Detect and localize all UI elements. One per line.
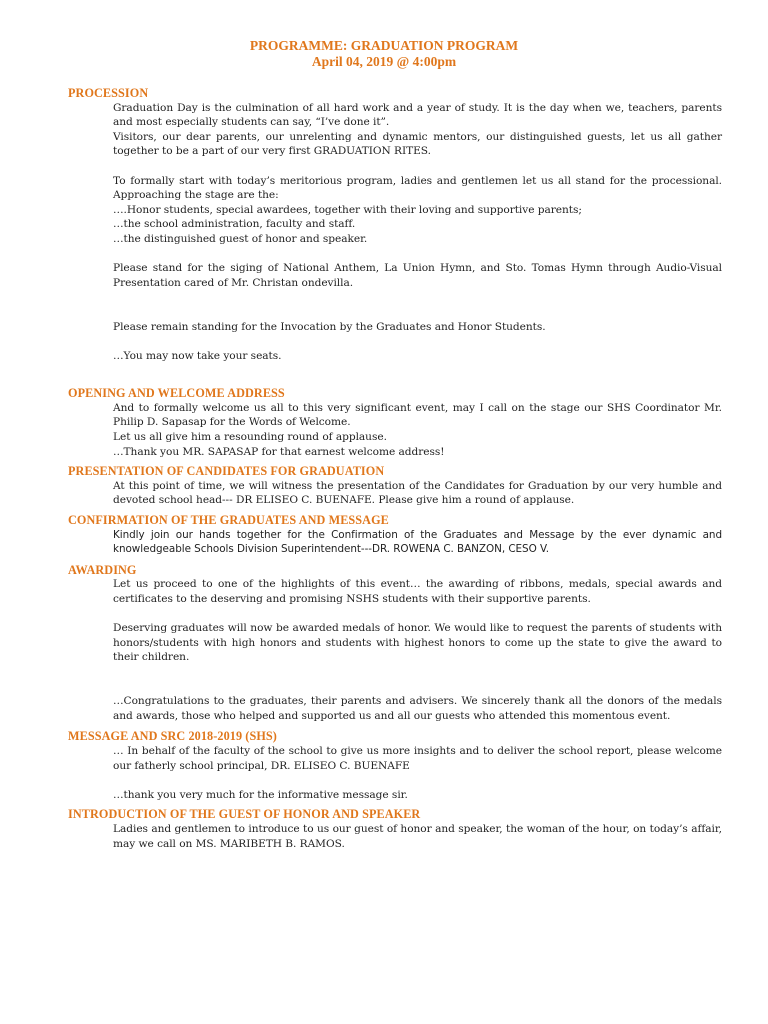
section-heading: PROCESSION: [68, 86, 149, 100]
paragraph: …You may now take your seats.: [113, 349, 282, 362]
section-heading: MESSAGE AND SRC 2018-2019 (SHS): [68, 729, 277, 744]
section-introduction: [68, 807, 722, 851]
list-item: ….Honor students, special awardees, together with their loving and supportive parents;: [113, 203, 582, 216]
section-heading: CONFIRMATION OF THE GRADUATES AND MESSAGE: [68, 513, 389, 528]
program-content: [68, 86, 722, 851]
paragraph: At this point of time, we will witness the presentation of the Candidates for Graduation by our very humble and devoted school head--- DR ELISEO C. BUENAFE. Please give him a round of applause.: [113, 479, 722, 507]
paragraph: Please stand for the siging of National Anthem, La Union Hymn, and Sto. Tomas Hymn through Audio-Visual Presentation cared of Mr. Christan ondevilla.: [113, 262, 722, 289]
section-heading: AWARDING: [68, 562, 137, 577]
paragraph: Visitors, our dear parents, our unrelenting and dynamic mentors, our distinguished guests, let us all gather together to be a part of our very first GRADUATION RITES.: [113, 130, 722, 158]
section-heading: OPENING AND WELCOME ADDRESS: [68, 386, 285, 401]
section-awarding: [68, 563, 722, 724]
section-opening: [68, 386, 722, 459]
paragraph: Kindly join our hands together for the Confirmation of the Graduates and Message by the ever dynamic and knowledgeable Schools Division Superintendent---DR. ROWENA C. BANZON, CESO V.: [113, 528, 722, 556]
paragraph: And to formally welcome us all to this very significant event, may I call on the stage our SHS Coordinator Mr. Philip D. Sapasap for the Words of Welcome.: [113, 401, 722, 429]
paragraph: …thank you very much for the informative message sir.: [113, 788, 408, 801]
paragraph: … In behalf of the faculty of the school to give us more insights and to deliver the school report, please welcome our fatherly school principal, DR. ELISEO C. BUENAFE: [113, 744, 722, 772]
paragraph: Please remain standing for the Invocation by the Graduates and Honor Students.: [113, 320, 546, 333]
program-title: PROGRAMME: GRADUATION PROGRAM: [249, 38, 519, 53]
paragraph: Deserving graduates will now be awarded medals of honor. We would like to request the parents of students with honors/students with high honors and students with highest honors to come up the state to give the award to their children.: [113, 622, 722, 664]
paragraph: Ladies and gentlemen to introduce to us our guest of honor and speaker, the woman of the hour, on today’s affair, may we call on MS. MARIBETH B. RAMOS.: [113, 822, 722, 850]
section-heading: PRESENTATION OF CANDIDATES FOR GRADUATION: [68, 464, 385, 479]
section-procession: [68, 86, 722, 363]
paragraph: Let us all give him a resounding round of applause.: [113, 431, 387, 444]
section-confirmation: [68, 513, 722, 557]
section-message: [68, 729, 722, 802]
list-item: …the distinguished guest of honor and speaker.: [113, 232, 368, 245]
program-header: [0, 38, 768, 70]
paragraph: Graduation Day is the culmination of all hard work and a year of study. It is the day when we, teachers, parents and most especially students can say, “I’ve done it”.: [113, 101, 722, 129]
section-presentation: [68, 464, 722, 508]
paragraph: Let us proceed to one of the highlights of this event… the awarding of ribbons, medals, special awards and certificates to the deserving and promising NSHS students with their supportive parents.: [113, 578, 722, 605]
paragraph: …Congratulations to the graduates, their parents and advisers. We sincerely thank all the donors of the medals and awards, those who helped and supported us and all our guests who attended this momentous event.: [113, 695, 722, 722]
section-heading: INTRODUCTION OF THE GUEST OF HONOR AND SPEAKER: [68, 807, 421, 822]
paragraph: To formally start with today’s meritorious program, ladies and gentlemen let us all stand for the processional. Approaching the stage are the:: [113, 174, 722, 202]
list-item: …the school administration, faculty and staff.: [113, 218, 356, 231]
paragraph: …Thank you MR. SAPASAP for that earnest welcome address!: [113, 445, 445, 458]
program-date: April 04, 2019 @ 4:00pm: [311, 54, 457, 69]
